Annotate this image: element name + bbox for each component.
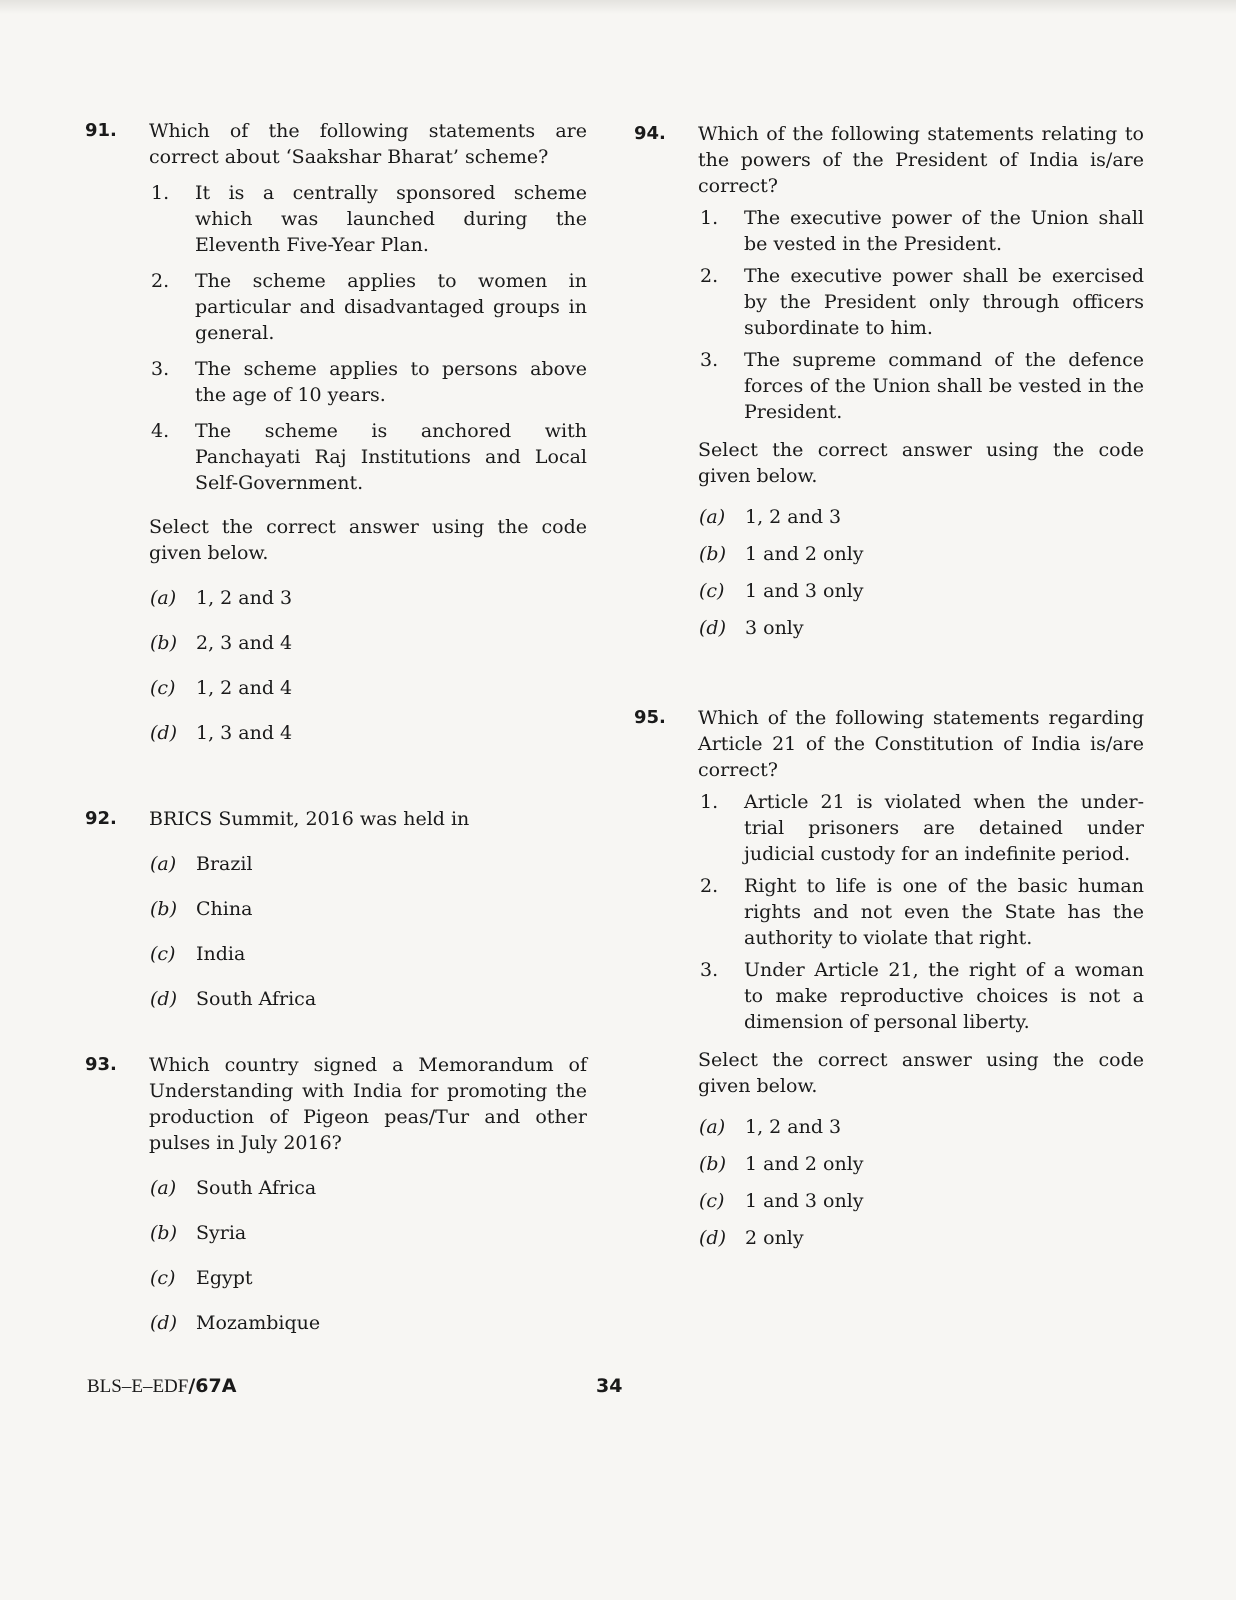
statement-number: 2.: [700, 265, 719, 287]
question-92: [85, 806, 587, 1012]
option-a[interactable]: [85, 851, 587, 877]
option-b[interactable]: [85, 1220, 587, 1246]
option-c[interactable]: [85, 941, 587, 967]
statement-text: The executive power shall be exercised by the President only through officers subordinate to him.: [744, 265, 1144, 339]
option-text: Mozambique: [196, 1312, 321, 1334]
statement: [85, 268, 587, 346]
option-label: (d): [150, 1312, 177, 1334]
option-c[interactable]: [85, 1265, 587, 1291]
option-label: (b): [699, 543, 726, 565]
question-text: Which of the following statements are correct about ‘Saakshar Bharat’ scheme?: [149, 120, 587, 168]
question-text: Which of the following statements regarding Article 21 of the Constitution of India is/are correct?: [698, 707, 1144, 781]
question-number: 95.: [634, 707, 666, 728]
statement-text: The supreme command of the defence forces of the Union shall be vested in the President.: [744, 349, 1144, 423]
statement: [85, 356, 587, 408]
option-label: (a): [699, 1116, 726, 1138]
question-text: Which country signed a Memorandum of Understanding with India for promoting the production of Pigeon peas/Tur and other pulses in July 2016?: [149, 1054, 587, 1154]
question-stem: [85, 118, 587, 170]
option-label: (d): [150, 722, 177, 744]
question-number: 91.: [85, 120, 117, 141]
statement: [634, 789, 1144, 867]
answer-instruction: Select the correct answer using the code given below.: [149, 516, 587, 564]
option-d[interactable]: [85, 720, 587, 746]
option-label: (a): [150, 587, 177, 609]
option-label: (d): [699, 617, 726, 639]
question-text: Which of the following statements relating to the powers of the President of India is/are correct?: [698, 123, 1144, 197]
statement: [634, 263, 1144, 341]
option-text: 1 and 2 only: [745, 543, 864, 565]
option-b[interactable]: [634, 1151, 1144, 1177]
statement: [634, 957, 1144, 1035]
option-label: (c): [150, 677, 176, 699]
statement-number: 1.: [700, 207, 719, 229]
option-label: (c): [699, 580, 725, 602]
option-c[interactable]: [634, 578, 1144, 604]
statement: [634, 205, 1144, 257]
statement-text: The scheme applies to women in particular and disadvantaged groups in general.: [195, 270, 587, 344]
option-d[interactable]: [634, 615, 1144, 641]
question-stem: [634, 705, 1144, 783]
option-c[interactable]: [85, 675, 587, 701]
paper-code-suffix: /67A: [188, 1375, 237, 1397]
statement-text: The scheme applies to persons above the age of 10 years.: [195, 358, 587, 406]
paper-code: [87, 1375, 236, 1398]
option-label: (b): [150, 898, 177, 920]
statement-number: 2.: [151, 270, 170, 292]
option-text: 2 only: [745, 1227, 804, 1249]
option-label: (d): [699, 1227, 726, 1249]
option-d[interactable]: [85, 986, 587, 1012]
option-text: Brazil: [196, 853, 253, 875]
statement-number: 3.: [151, 358, 170, 380]
statement-text: Article 21 is violated when the under-trial prisoners are detained under judicial custody for an indefinite period.: [744, 791, 1144, 865]
option-label: (a): [150, 853, 177, 875]
statement-number: 1.: [700, 791, 719, 813]
option-a[interactable]: [634, 504, 1144, 530]
option-text: 1, 3 and 4: [196, 722, 293, 744]
question-number: 92.: [85, 808, 117, 829]
option-label: (a): [699, 506, 726, 528]
option-label: (c): [699, 1190, 725, 1212]
page-top-shadow: [0, 0, 1236, 14]
question-number: 94.: [634, 123, 666, 144]
statement: [634, 873, 1144, 951]
option-b[interactable]: [85, 896, 587, 922]
option-text: China: [196, 898, 253, 920]
option-c[interactable]: [634, 1188, 1144, 1214]
statement: [85, 180, 587, 258]
page-number: 34: [596, 1375, 623, 1397]
option-text: South Africa: [196, 1177, 317, 1199]
option-text: 1, 2 and 3: [745, 1116, 842, 1138]
statement-number: 3.: [700, 959, 719, 981]
option-text: South Africa: [196, 988, 317, 1010]
statement-number: 2.: [700, 875, 719, 897]
answer-instruction: Select the correct answer using the code given below.: [698, 439, 1144, 487]
option-text: Syria: [196, 1222, 247, 1244]
question-stem: [85, 806, 587, 832]
option-text: 1 and 3 only: [745, 580, 864, 602]
option-b[interactable]: [85, 630, 587, 656]
option-text: 1, 2 and 3: [745, 506, 842, 528]
question-stem: [85, 1052, 587, 1156]
statement-text: Right to life is one of the basic human rights and not even the State has the authority to violate that right.: [744, 875, 1144, 949]
statement-text: The executive power of the Union shall be vested in the President.: [744, 207, 1144, 255]
question-91: [85, 118, 587, 746]
option-d[interactable]: [634, 1225, 1144, 1251]
option-label: (b): [699, 1153, 726, 1175]
option-text: India: [196, 943, 246, 965]
option-label: (d): [150, 988, 177, 1010]
option-text: 2, 3 and 4: [196, 632, 293, 654]
option-text: 1, 2 and 3: [196, 587, 293, 609]
statement-number: 1.: [151, 182, 170, 204]
option-label: (c): [150, 1267, 176, 1289]
statement-text: It is a centrally sponsored scheme which was launched during the Eleventh Five-Year Plan.: [195, 182, 587, 256]
question-text: BRICS Summit, 2016 was held in: [149, 808, 470, 830]
option-a[interactable]: [634, 1114, 1144, 1140]
option-label: (c): [150, 943, 176, 965]
option-text: 1 and 2 only: [745, 1153, 864, 1175]
option-d[interactable]: [85, 1310, 587, 1336]
option-a[interactable]: [85, 585, 587, 611]
statement: [634, 347, 1144, 425]
option-text: 1 and 3 only: [745, 1190, 864, 1212]
option-label: (a): [150, 1177, 177, 1199]
option-label: (b): [150, 632, 177, 654]
question-number: 93.: [85, 1054, 117, 1075]
statement-number: 3.: [700, 349, 719, 371]
answer-instruction: Select the correct answer using the code given below.: [698, 1049, 1144, 1097]
option-text: 3 only: [745, 617, 804, 639]
question-93: [85, 1052, 587, 1336]
paper-code-prefix: BLS–E–EDF: [87, 1376, 189, 1397]
option-label: (b): [150, 1222, 177, 1244]
statement-text: The scheme is anchored with Panchayati Raj Institutions and Local Self-Government.: [195, 420, 587, 494]
option-b[interactable]: [634, 541, 1144, 567]
question-95: [634, 705, 1144, 1251]
statement-text: Under Article 21, the right of a woman to make reproductive choices is not a dimension of personal liberty.: [744, 959, 1144, 1033]
question-94: [634, 121, 1144, 641]
option-text: 1, 2 and 4: [196, 677, 293, 699]
option-text: Egypt: [196, 1267, 253, 1289]
statement-number: 4.: [151, 420, 170, 442]
option-a[interactable]: [85, 1175, 587, 1201]
question-stem: [634, 121, 1144, 199]
statement: [85, 418, 587, 496]
